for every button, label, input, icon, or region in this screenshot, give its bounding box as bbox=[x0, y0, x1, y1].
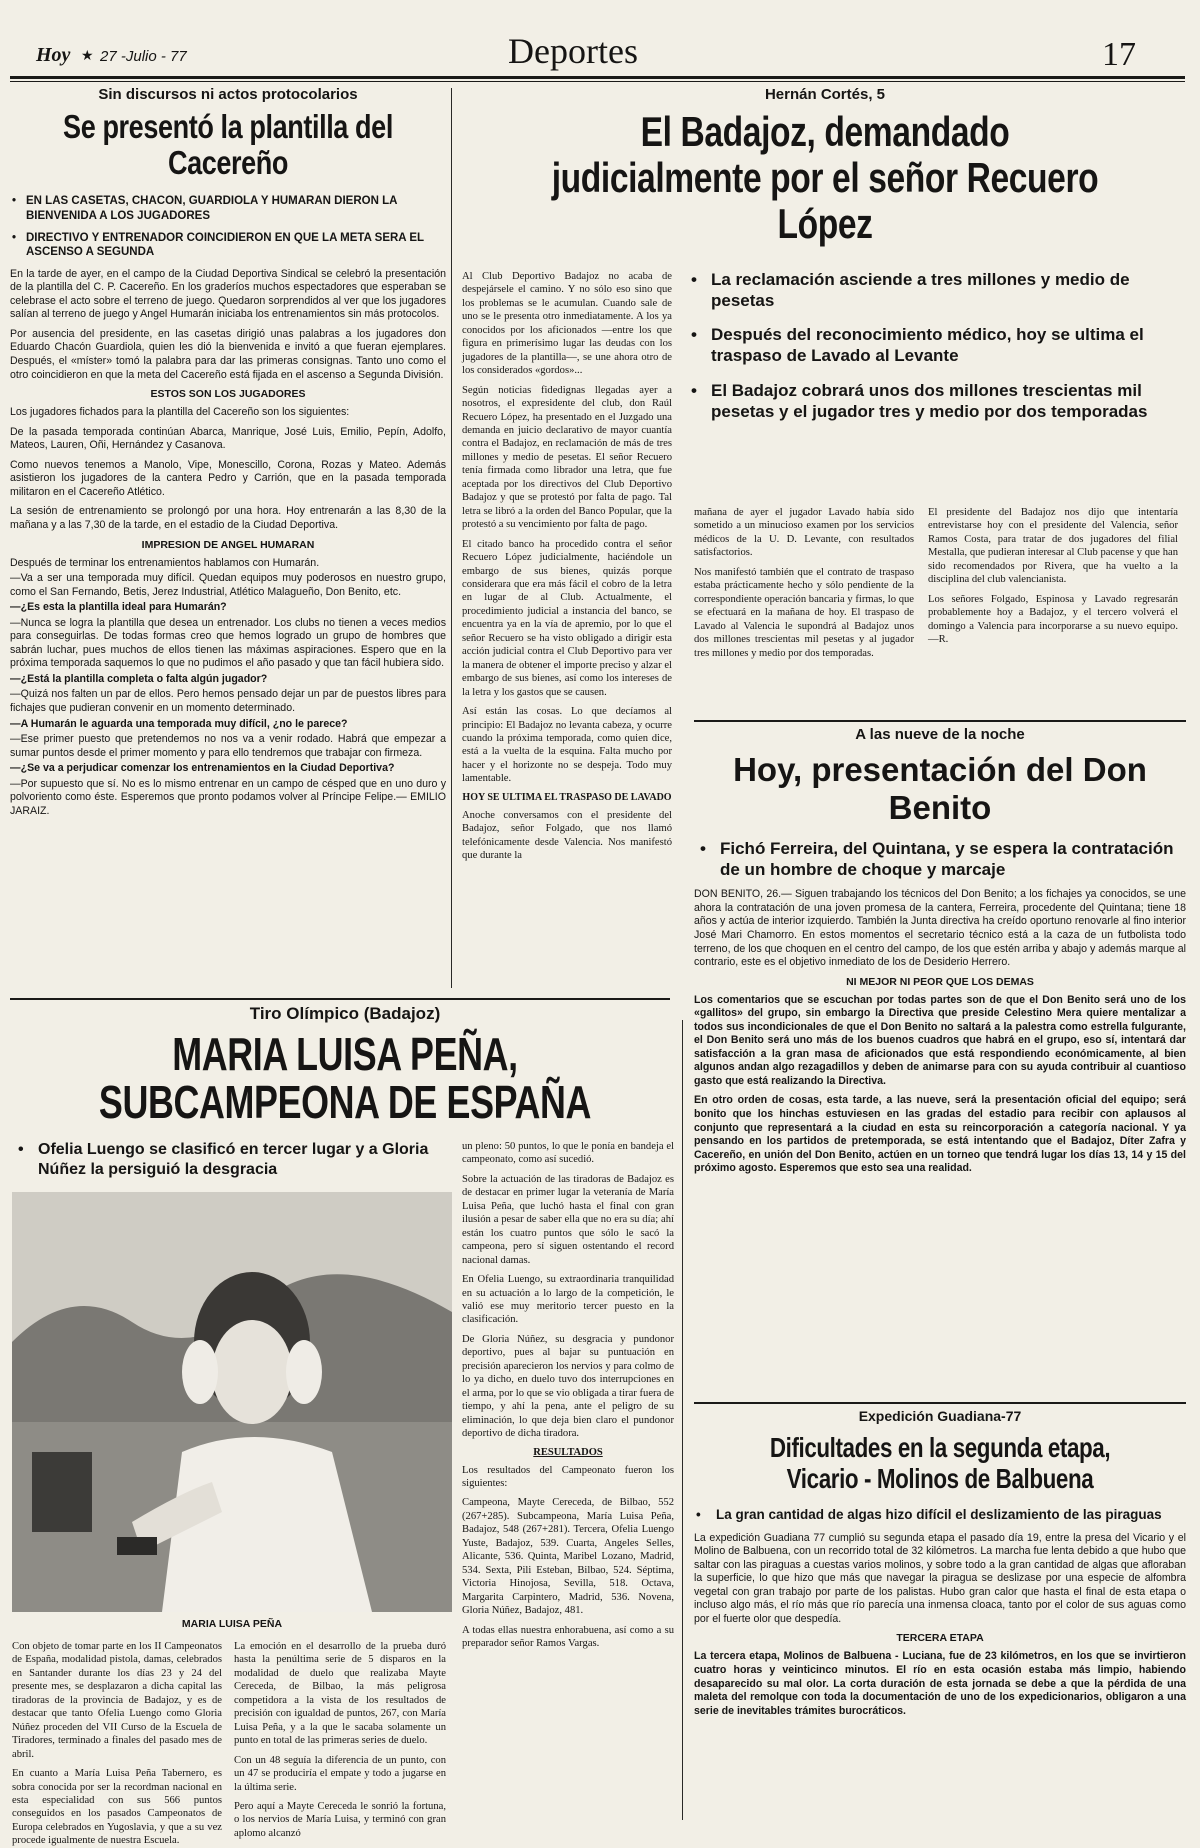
badajoz-headline: El Badajoz, demandado judicialmente por el señor Recuero López bbox=[551, 108, 1099, 248]
section-divider bbox=[694, 720, 1186, 722]
badajoz-paragraph: Los señores Folgado, Espinosa y Lavado regresarán probablemente hoy a Badajoz, y el tercero volverá el domingo a Valencia para incorporarse a su nuevo equipo.—R. bbox=[928, 593, 1178, 646]
badajoz-bullet: • Después del reconocimiento médico, hoy se ultima el traspaso de Lavado al Levante bbox=[685, 325, 1185, 366]
issue-date: 27 -Julio - 77 bbox=[100, 48, 187, 65]
interview-question: —¿Está la plantilla completa o falta algún jugador? bbox=[10, 672, 268, 685]
tiro-column-3 bbox=[462, 1140, 674, 1840]
badajoz-paragraph: Al Club Deportivo Badajoz no acaba de despejársele el camino. Y no sólo eso sino que los problemas se le acumulan. Cuando sale de uno se le presenta otro inmediatamente. A los ya conocidos por los aficionados —entre los que figura en primerísimo lugar las deudas con los jugadores de la plantilla—, se une ahora otro de los considerados «gordos»... bbox=[462, 271, 672, 377]
tiro-bullet: • Ofelia Luengo se clasificó en tercer lugar y a Gloria Núñez la persiguió la desgracia bbox=[12, 1140, 462, 1179]
section-title: Deportes bbox=[508, 31, 638, 71]
donbenito-paragraph: DON BENITO, 26.— Siguen trabajando los técnicos del Don Benito; a los fichajes ya conocidos, se une ahora la contratación de una joven promesa de la cantera, Ferreira, procedente del Quintana; tiene 18 años y actúa de interior izquierdo. También la Junta directiva ha creído oportuno renovarle al fino interior José Mari Chamorro. En estos momentos el secretario técnico está a la caza de un futbolista todo terreno, de los que choquen en el centro del campo, de los que estén arriba y abajo y además marque al contrario, este es el objetivo inmediato de los de Desiderio Herrero. bbox=[694, 888, 1186, 969]
tiro-paragraph: Pero aquí a Mayte Cereceda le sonrió la fortuna, o los nervios de María Luisa, y terminó con gran aplomo alcanzó bbox=[234, 1800, 446, 1839]
donbenito-subhead: NI MEJOR NI PEOR QUE LOS DEMAS bbox=[846, 975, 1034, 988]
badajoz-paragraph: El presidente del Badajoz nos dijo que intentaría entrevistarse hoy con el presidente del Valencia, señor Ramos Costa, para tratar de dos jugadores del filial Mestalla, que pudieran interesar al Club pacense y que han sido recomendados por Rivera, que ha vuelto a la disciplina del club valencianista. bbox=[928, 507, 1178, 586]
badajoz-bullets bbox=[685, 270, 1185, 510]
portrait-photo bbox=[12, 1192, 452, 1612]
tiro-headline-box bbox=[10, 1030, 680, 1140]
interview-line: —Ese primer puesto que pretendemos no nos va a venir rodado. Habrá que empezar a sumar puntos desde el primer momento y para ello tendremos que trabajar con firmeza. bbox=[10, 733, 446, 759]
header-rule-thin bbox=[10, 81, 1185, 82]
badajoz-subhead: HOY SE ULTIMA EL TRASPASO DE LAVADO bbox=[462, 791, 672, 803]
guadiana-paragraph: La expedición Guadiana 77 cumplió su segunda etapa el pasado día 19, entre la presa del Vicario y el Molino de Balbuena, con un recorrido total de 32 kilómetros. La marcha fue lenta debido a que hubo que saltar con las piraguas a cuestas varios molinos, y sobre todo a la gran cantidad de algas que afloraban la superficie, lo que hizo que más que navegar la piragua se deslizase por una especie de alfombra vegetal con gran trabajo por parte de los palistas. Hubo gran calor que hasta el final de esta etapa o incluso algo más, el río más que río parecía una inmensa cloaca, tanto por el color de sus aguas como por el fuerte olor que despedía. bbox=[694, 1531, 1186, 1625]
badajoz-column-1 bbox=[462, 270, 672, 995]
guadiana-headline: Dificultades en la segunda etapa, Vicario - Molinos de Balbuena bbox=[769, 1432, 1111, 1495]
cacereno-paragraph: Por ausencia del presidente, en las casetas dirigió unas palabras a los jugadores don Eduardo Chacón Guardiola, quien les dió la bienvenida e invitó a que fueran ejemplares. Después, el «míster» tomó la palabra para dar las primeras consignas. Tanto uno como el otro coincidieron en que la meta del Cacereño está fijada en el ascenso a Segunda División. bbox=[10, 327, 446, 381]
badajoz-paragraph: Nos manifestó también que el contrato de traspaso estaba prácticamente hecho y sólo pendiente de la correspondiente operación bancaria y firmas, lo que se efectuará en la mañana de hoy. El traspaso de Lavado al Valencia le supondrá al Badajoz unos dos millones trescientas mil pesetas y al jugador tres millones y medio por dos temporadas. bbox=[694, 566, 914, 659]
cacereno-article bbox=[10, 86, 446, 991]
donbenito-paragraph-bold: En otro orden de cosas, esta tarde, a las nueve, será la presentación oficial del equipo; será bonito que los hinchas estuviesen en las gradas del estadio para recibir con aplausos al conjunto que representará a la ciudad en esta su reincorporación a categoría nacional. Y ya pensando en los partidos de pretemporada, se está intentando que el Badajoz, Díter Zafra y Cacereño, en unión del Don Benito, actúen en un torneo que tendrá lugar los días 13, 14 y 15 del próximo agosto. Esperemos que esto sea una realidad. bbox=[694, 1094, 1186, 1175]
guadiana-kicker: Expedición Guadiana-77 bbox=[858, 1408, 1022, 1424]
interview-question: —¿Es esta la plantilla ideal para Humarán? bbox=[10, 601, 227, 614]
cacereno-paragraph: De la pasada temporada continúan Abarca, Manrique, José Luis, Emilio, Pepín, Adolfo, Mateos, Lauren, Oñi, Hernández y Casanova. bbox=[10, 425, 446, 452]
cacereno-subhead: IMPRESION DE ANGEL HUMARAN bbox=[141, 538, 315, 551]
tiro-paragraph: un pleno: 50 puntos, lo que le ponía en bandeja el campeonato, como así sucedió. bbox=[462, 1141, 674, 1166]
page-header bbox=[0, 0, 1200, 80]
donbenito-headline: Hoy, presentación del Don Benito bbox=[733, 751, 1147, 826]
cacereno-kicker: Sin discursos ni actos protocolarios bbox=[98, 86, 358, 103]
tiro-paragraph: Con un 48 seguía la diferencia de un punto, con un 47 se produciría el empate y todo a jugarse en la última serie. bbox=[234, 1754, 446, 1793]
badajoz-paragraph: El citado banco ha procedido contra el señor Recuero López judicialmente, haciéndole un embargo de sus bienes, quizás porque considerara que era más fácil el cobro de la letra en lugar de al Club. Actualmente, el procedimiento judicial a instancia del banco, se encuentra ya en la vía de apremio, por lo que el señor Recuero se ha visto obligado a dirigir esta acción judicial contra el Club Deportivo para ver la manera de obtener el importe preciso y alzar el embargo de sus bienes, así como los intereses de la letra y los gastos que se causen. bbox=[462, 538, 672, 698]
cacereno-paragraph: La sesión de entrenamiento se prolongó por una hora. Hoy entrenarán a las 8,30 de la mañana y a las 7,30 de la tarde, en el estadio de la Ciudad Deportiva. bbox=[10, 505, 446, 531]
photo-caption-box bbox=[12, 1618, 452, 1634]
tiro-paragraph: Campeona, Mayte Cereceda, de Bilbao, 552 (267+285). Subcampeona, María Luisa Peña, Badajoz, 548 (267+281). Tercera, Ofelia Luengo Yuste, Badajoz, 539. Cuarta, Angeles Selles, Alicante, 536. Quinta, Maribel Lozano, Madrid, 534. Sexta, Pili Esteban, Bilbao, 524. Séptima, Victoria Hinojosa, Sevilla, 518. Octava, Margarita Carpintero, Madrid, 536. Novena, Gloria Núñez, Badajoz, 481. bbox=[462, 1497, 674, 1617]
donbenito-bullet: • Fichó Ferreira, del Quintana, y se espera la contratación de un hombre de choque y marcaje bbox=[694, 839, 1186, 880]
interview-line: —Quizá nos falten un par de ellos. Pero hemos pensado dejar un par de puestos libres para fichajes que pudieran convenir en un momento determinado. bbox=[10, 688, 446, 714]
cacereno-paragraph: En la tarde de ayer, en el campo de la Ciudad Deportiva Sindical se celebró la presentación de la plantilla del C. P. Cacereño. En los graderíos muchos espectadores que esperaban se celebrase el acto sobre el terreno de juego. Quedaron sorprendidos al ver que los jugadores salían al terreno de juego y Angel Humarán iniciaba los entrenamientos sin más protocolos. bbox=[10, 267, 446, 321]
tiro-paragraph: Sobre la actuación de las tiradoras de Badajoz es de destacar en primer lugar la veteranía de María Luisa Peña, que luchó hasta el final con gran ilusión a pesar de saber ella que no era su día; ahí están los cuatro puntos que sólo le sacó la campeona, pero sí siguen ostentando el record nacional damas. bbox=[462, 1173, 674, 1266]
tiro-kicker: Tiro Olímpico (Badajoz) bbox=[249, 1004, 441, 1023]
star-icon: ★ bbox=[81, 47, 94, 63]
tiro-paragraph: Con objeto de tomar parte en los II Campeonatos de España, modalidad pistola, damas, celebrados en Santander durante los días 23 y 24 del presente mes, se desplazaron a dicha capital las tiradoras de la provincia de Badajoz, y es de destacar que tanto Ofelia Luengo como Gloria Núñez proceden del VII Curso de la Escuela de Tiradores, terminado a finales del pasado mes de abril. bbox=[12, 1641, 222, 1760]
tiro-paragraph: Los resultados del Campeonato fueron los siguientes: bbox=[462, 1464, 674, 1489]
interview-question: —A Humarán le aguarda una temporada muy difícil, ¿no le parece? bbox=[10, 717, 348, 730]
badajoz-column-3 bbox=[928, 506, 1178, 706]
tiro-paragraph: A todas ellas nuestra enhorabuena, así como a su preparador señor Ramos Vargas. bbox=[462, 1624, 674, 1649]
cacereno-subhead: ESTOS SON LOS JUGADORES bbox=[150, 388, 306, 401]
interview-line: —Va a ser una temporada muy difícil. Quedan equipos muy poderosos en nuestro grupo, como el San Fernando, Betis, Jerez Industrial, Atlético Malagueño, Don Benito, etc. bbox=[10, 572, 446, 598]
tiro-paragraph: En Ofelia Luengo, su extraordinaria tranquilidad en su actuación a lo largo de la competición, le valió ese muy meritorio tercer puesto en la clasificación. bbox=[462, 1274, 674, 1326]
tiro-bullet-box bbox=[12, 1140, 462, 1190]
tiro-subhead: RESULTADOS bbox=[533, 1446, 603, 1458]
header-rule bbox=[10, 76, 1185, 79]
tiro-headline: MARIA LUISA PEÑA, SUBCAMPEONA DE ESPAÑA bbox=[98, 1028, 592, 1129]
page-number: 17 bbox=[1102, 36, 1136, 73]
cacereno-paragraph: Como nuevos tenemos a Manolo, Vipe, Monescillo, Corona, Rozas y Mateo. Además asistieron los jugadores de la cantera Pedro y Carrión, que en la pasada temporada militaron en el Cacereño Atlético. bbox=[10, 458, 446, 498]
interview-line: —Por supuesto que sí. No es lo mismo entrenar en un campo de césped que en uno duro y polvoriento como éste. Esperemos que pronto podamos volver al Príncipe Felipe.— EMILIO JARAIZ. bbox=[10, 777, 446, 817]
cacereno-bullet: • DIRECTIVO Y ENTRENADOR COINCIDIERON EN QUE LA META SERA EL ASCENSO A SEGUNDA bbox=[10, 231, 446, 260]
badajoz-kicker: Hernán Cortés, 5 bbox=[764, 86, 886, 103]
badajoz-bullet: • El Badajoz cobrará unos dos millones trescientas mil pesetas y el jugador tres y medio por dos temporadas bbox=[685, 381, 1185, 422]
newspaper-logo: Hoy bbox=[36, 44, 71, 66]
cacereno-bullet: • EN LAS CASETAS, CHACON, GUARDIOLA Y HUMARAN DIERON LA BIENVENIDA A LOS JUGADORES bbox=[10, 194, 446, 223]
photo-caption: MARIA LUISA PEÑA bbox=[181, 1618, 283, 1630]
badajoz-paragraph: Anoche conversamos con el presidente del Badajoz, señor Folgado, que nos llamó telefónicamente desde Valencia. Nos manifestó que durante la bbox=[462, 809, 672, 862]
guadiana-bullet: • La gran cantidad de algas hizo difícil el deslizamiento de las piraguas bbox=[694, 1507, 1186, 1524]
column-divider bbox=[451, 88, 452, 988]
guadiana-subhead: TERCERA ETAPA bbox=[896, 1632, 984, 1645]
interview-line: Después de terminar los entrenamientos hablamos con Humarán. bbox=[10, 556, 320, 569]
tiro-paragraph: En cuanto a María Luisa Peña Tabernero, es sobra conocida por ser la recordman nacional en esta especialidad con sus 566 puntos conseguidos en los pasados Campeonatos de Europa celebrados en Yugoslavia, y que a su vez procede igualmente de nuestra Escuela. bbox=[12, 1768, 222, 1847]
guadiana-article bbox=[694, 1408, 1186, 1838]
tiro-column-2 bbox=[234, 1640, 446, 1840]
donbenito-kicker: A las nueve de la noche bbox=[855, 726, 1025, 743]
interview-line: —Nunca se logra la plantilla que desea un entrenador. Los clubs no tienen a veces medios para conseguirlas. De todas formas creo que hemos logrado un grupo de hombres que sabrán luchar, pues muchos de ellos tienen las máximas aspiraciones. Espero que en la próxima temporada saquemos lo que no pudimos el año pasado y que tan fácil hubiera sido. bbox=[10, 616, 446, 670]
badajoz-paragraph: mañana de ayer el jugador Lavado había sido sometido a un minucioso examen por los servicios médicos de la U. D. Levante, con resultados satisfactorios. bbox=[694, 507, 914, 559]
tiro-paragraph: La emoción en el desarrollo de la prueba duró hasta la penúltima serie de 5 disparos en la modalidad de duelo que realizaba Mayte Cereceda, de Bilbao, la más peligrosa competidora a la vista de los resultados de precisión con igualdad de puntos, 267, con María Luisa Peña, y a la que le sacaba solamente un punto en total de las primeras series de duelo. bbox=[234, 1641, 446, 1747]
donbenito-paragraph-bold: Los comentarios que se escuchan por todas partes son de que el Don Benito será uno de los «gallitos» del grupo, sin embargo la Directiva que preside Celestino Mera quiere mentalizar a todos sus incondicionales de que el Don Benito no saltará a la palestra como estrella fulgurante, el Don Benito será uno más de los buenos cuadros que habrá en el grupo, eso sí, intentará dar satisfacción a la gran masa de aficionados que está respondiendo económicamente, al bien algunos andan algo rezagadillos y deben de animarse para con su ayuda contribuir al cuantioso gasto que está realizando la Directiva. bbox=[694, 993, 1186, 1087]
tiro-column-1 bbox=[12, 1640, 222, 1847]
badajoz-article-head bbox=[460, 86, 1190, 256]
section-divider bbox=[694, 1402, 1186, 1404]
badajoz-paragraph: Así están las cosas. Lo que decíamos al principio: El Badajoz no levanta cabeza, y ocurre cuando la próxima temporada, como quien dice, está a la vuelta de la esquina. Falta mucho por hacer y el horizonte no se despeja. Todo muy lamentable. bbox=[462, 706, 672, 785]
guadiana-paragraph-bold: La tercera etapa, Molinos de Balbuena - Luciana, fue de 23 kilómetros, en los que se invirtieron cuatro horas y veinticinco minutos. El río en esta ocasión estaba más limpio, habiendo desaparecido su mal olor. La corta duración de esta jornada se debe a que la pérdida de una maleta del remolque con toda la documentación de uno de los expedicionarios, obligaron a una serie de inevitables trámites burocráticos. bbox=[694, 1650, 1186, 1717]
section-divider bbox=[10, 998, 670, 1000]
cacereno-paragraph: Los jugadores fichados para la plantilla del Cacereño son los siguientes: bbox=[10, 406, 350, 419]
badajoz-bullet: • La reclamación asciende a tres millones y medio de pesetas bbox=[685, 270, 1185, 311]
interview-question: —¿Se va a perjudicar comenzar los entrenamientos en la Ciudad Deportiva? bbox=[10, 762, 395, 775]
shooter-illustration bbox=[12, 1192, 452, 1612]
column-divider bbox=[682, 1020, 683, 1820]
donbenito-article bbox=[694, 726, 1186, 1331]
badajoz-paragraph: Según noticias fidedignas llegadas ayer a nosotros, el expresidente del club, don Raúl Recuero López, ha presentado en el Juzgado una demanda en juicio declarativo de mayor cuantía contra el Badajoz, en reclamación de más de tres millones y medio de pesetas. El señor Recuero tenía firmada como librador una letra, que fue aceptada por los directivos del Club Deportivo Badajoz y que se protestó por falta de pago. Tal letra se libró a la orden del Banco Popular, que la protestó a su vencimiento por falta de pago. bbox=[462, 384, 672, 531]
cacereno-headline: Se presentó la plantilla del Cacereño bbox=[63, 108, 393, 181]
tiro-kicker-box bbox=[10, 1004, 680, 1028]
badajoz-column-2 bbox=[694, 506, 914, 706]
tiro-paragraph: De Gloria Núñez, su desgracia y pundonor deportivo, pues al bajar su puntuación en precisión aparecieron los nervios y para colmo de lo ya dicho, en duelo tuvo dos interrupciones en el arma, por lo que se vio obligada a tirar fuera de tiempo, y ahí la pena, ante el peligro de su eliminación, lo que deja bien claro el pundonor deportivo de dicha tiradora. bbox=[462, 1333, 674, 1440]
